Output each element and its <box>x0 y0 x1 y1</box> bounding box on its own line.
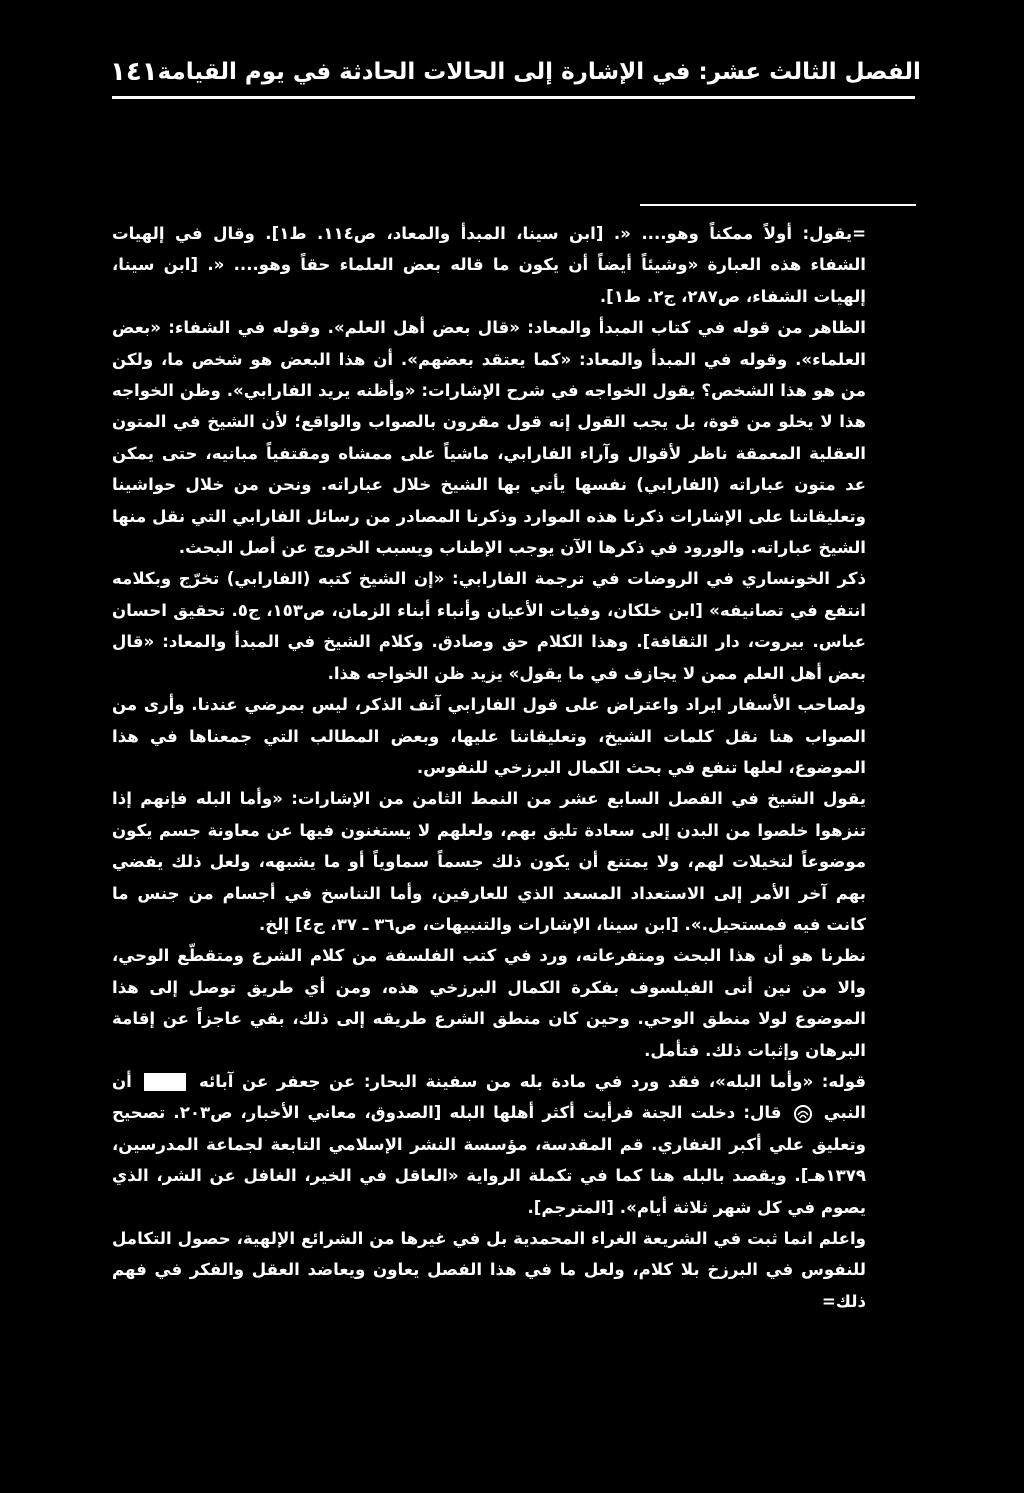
footnote-paragraph: =يقول: أولاً ممكناً وهو.... «. [ابن سينا، المبدأ والمعاد، ص١١٤. ط١]. وقال في إلهيات الشفاء هذه العبارة «وشيئاً أيضاً أن يكون ما قاله بعض العلماء حقاً وهو.... «. [ابن سينا، إلهيات الشفاء، ص٢٨٧، ج٢. ط١]. <box>112 224 866 306</box>
footnote-paragraph: ولصاحب الأسفار ايراد واعتراض على قول الفارابي آنف الذكر، ليس بمرضي عندنا. وأرى من الصواب هنا نقل كلمات الشيخ، وتعليقاتنا عليها، وبعض المطالب التي جمعناها في هذا الموضوع، لعلها تنفع في بحث الكمال البرزخي للنفوس. <box>112 695 866 777</box>
footnote-paragraph: واعلم انما ثبت في الشريعة الغراء المحمدية بل في غيرها من الشرائع الإلهية، حصول التكامل للنفوس في البرزخ بلا كلام، ولعل ما في هذا الفصل يعاون ويعاضد العقل والفكر في فهم ذلك= <box>112 1229 866 1311</box>
footnote-paragraph: الظاهر من قوله في كتاب المبدأ والمعاد: «قال بعض أهل العلم». وقوله في الشفاء: «بعض العلماء». وقوله في المبدأ والمعاد: «كما يعتقد بعضهم». أن هذا البعض هو شخص ما، ولكن من هو هذا الشخص؟ يقول الخواجه في شرح الإشارات: «وأظنه يريد الفارابي». وظن الخواجه هذا لا يخلو من قوة، بل يجب القول إنه قول مقرون بالصواب والواقع؛ لأن الشيخ في المتون العقلية المعمقة ناظر لأقوال وآراء الفارابي، ماشياً على ممشاه ومقتفياً مبانيه، حتى يمكن عد متون عباراته (الفارابي) نفسها يأتي بها الشيخ خلال عباراته. ونحن من خلال حواشينا وتعليقاتنا على الإشارات ذكرنا هذه الموارد وذكرنا المصادر من رسائل الفارابي التي نقل منها الشيخ عباراته. والورود في ذكرها الآن يوجب الإطناب ويسبب الخروج عن أصل البحث. <box>112 318 866 558</box>
page-number: ١٤١ <box>110 57 158 87</box>
salawat-seal-icon <box>793 1104 813 1124</box>
footnote-paragraph: ذكر الخونساري في الروضات في ترجمة الفارابي: «إن الشيخ كتبه (الفارابي) تخرّج وبكلامه انتفع في تصانيفه» [ابن خلكان، وفيات الأعيان وأنباء أبناء الزمان، ص١٥٣، ج٥. تحقيق احسان عباس. بيروت، دار الثقافة]. وهذا الكلام حق وصادق. وكلام الشيخ في المبدأ والمعاد: «قال بعض أهل العلم ممن لا يجازف في ما يقول» يزيد ظن الخواجه هذا. <box>112 569 866 683</box>
header-rule <box>112 96 915 99</box>
footnote-paragraph: يقول الشيخ في الفصل السابع عشر من النمط الثامن من الإشارات: «وأما البله فإنهم إذا تنزهوا خلصوا من البدن إلى سعادة تليق بهم، ولعلهم لا يستغنون فيها عن معاونة جسم يكون موضوعاً لتخيلات لهم، ولا يمتنع أن يكون ذلك جسماً سماوياً أو ما يشبهه، ولعل ذلك يفضي بهم آخر الأمر إلى الاستعداد المسعد الذي للعارفين، وأما التناسخ في أجسام من جنس ما كانت فيه فمستحيل.». [ابن سينا، الإشارات والتنبيهات، ص٣٦ ـ ٣٧، ج٤] إلخ. <box>112 789 866 934</box>
footnote-paragraph-hadith: قوله: «وأما البله»، فقد ورد في مادة بله من سفينة البحار: عن جعفر عن آبائه أن النبي قال: دخلت الجنة فرأيت أكثر أهلها البله [الصدوق، معاني الأخبار، ص٢٠٣. تصحيح وتعليق علي أكبر الغفاري. قم المقدسة، مؤسسة النشر الإسلامي التابعة لجماعة المدرسين، ١٣٧٩هـ]. ويقصد بالبله هنا كما في تكملة الرواية «العاقل في الخير، الغافل عن الشر، الذي يصوم في كل شهر ثلاثة أيام». [المترجم]. <box>112 1071 866 1217</box>
chapter-title: الفصل الثالث عشر: في الإشارة إلى الحالات الحادثة في يوم القيامة <box>157 59 921 85</box>
footnote-separator <box>640 204 916 206</box>
running-header <box>110 52 921 92</box>
redacted-box <box>144 1073 186 1091</box>
footnote-text <box>112 218 866 1317</box>
footnote-paragraph: نظرنا هو أن هذا البحث ومتفرعاته، ورد في كتب الفلسفة من كلام الشرع ومتقطّع الوحي، والا من نين أتى الفيلسوف بفكرة الكمال البرزخي هذه، ومن أي طريق توصل إلى هذا الموضوع لولا منطق الوحي. وحين كان منطق الشرع طريقه إلى ذلك، بقي عاجزاً عن إقامة البرهان وإثبات ذلك. فتأمل. <box>112 946 866 1060</box>
